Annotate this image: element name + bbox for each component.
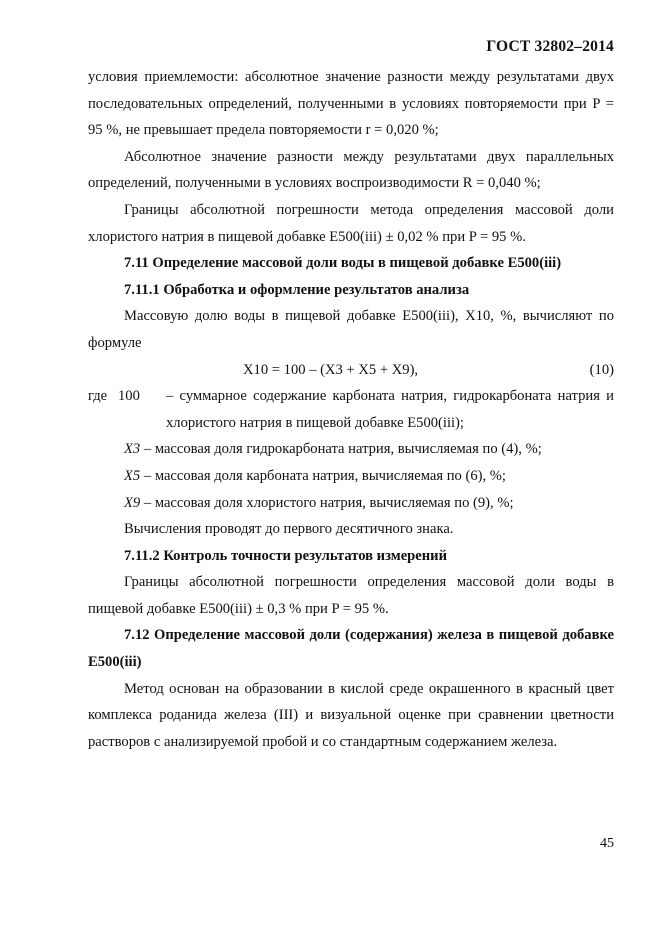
definition-x5	[88, 463, 614, 490]
heading-7-11: 7.11 Определение массовой доли воды в пищевой добавке E500(iii)	[124, 255, 562, 272]
heading-7-11-1: 7.11.1 Обработка и оформление результатов анализа	[124, 281, 470, 298]
page-number: 45	[600, 836, 614, 851]
definition-x3-text: – массовая доля гидрокарбоната натрия, вычисляемая по (4), %;	[143, 441, 542, 458]
paragraph-reproducibility: Абсолютное значение разности между результатами двух параллельных определений, полученными в условиях воспроизводимости R = 0,040 %;	[88, 148, 614, 192]
paragraph-sodium-chloride-error: Границы абсолютной погрешности метода определения массовой доли хлористого натрия в пищевой добавке E500(iii) ± 0,02 % при P = 95 %.	[88, 201, 614, 245]
paragraph-acceptance-conditions: условия приемлемости: абсолютное значение разности между результатами двух последовательных определений, полученными в условиях повторяемости при P = 95 %, не превышает предела повторяемости r = 0,020 %;	[88, 69, 614, 139]
variable-x9: X9	[124, 494, 141, 511]
definition-x5-text: – массовая доля карбоната натрия, вычисляемая по (6), %;	[143, 467, 506, 484]
paragraph-calculation-precision: Вычисления проводят до первого десятичного знака.	[124, 521, 454, 538]
standard-header: ГОСТ 32802–2014	[486, 38, 614, 55]
formula-10	[88, 357, 614, 384]
definition-x9	[88, 490, 614, 517]
paragraph-water-error: Границы абсолютной погрешности определения массовой доли воды в пищевой добавке E500(iii) ± 0,3 % при P = 95 %.	[88, 574, 614, 617]
variable-x5: X5	[124, 467, 141, 484]
heading-7-11-2: 7.11.2 Контроль точности результатов измерений	[124, 547, 447, 564]
heading-7-12: 7.12 Определение массовой доли (содержания) железа в пищевой добавке E500(iii)	[88, 627, 614, 671]
definition-x3	[88, 436, 614, 463]
where-description: – суммарное содержание карбоната натрия, гидрокарбоната натрия и хлористого натрия в пищевой добавке E500(iii);	[166, 388, 614, 431]
paragraph-water-fraction-intro: Массовую долю воды в пищевой добавке E500(iii), X10, %, вычисляют по формуле	[88, 308, 614, 351]
where-value: 100	[118, 388, 140, 405]
formula-expression: X10 = 100 – (X3 + X5 + X9),	[243, 361, 419, 378]
definition-x9-text: – массовая доля хлористого натрия, вычисляемая по (9), %;	[143, 494, 514, 511]
formula-number: (10)	[589, 361, 614, 378]
variable-x3: X3	[124, 441, 141, 458]
page-content	[88, 64, 614, 755]
where-100-definition	[88, 383, 614, 436]
where-word: где	[88, 388, 108, 405]
paragraph-iron-method: Метод основан на образовании в кислой среде окрашенного в красный цвет комплекса роданида железа (III) и визуальной оценке при сравнении цветности растворов с анализируемой пробой и со стандартным содержанием железа.	[88, 680, 614, 750]
